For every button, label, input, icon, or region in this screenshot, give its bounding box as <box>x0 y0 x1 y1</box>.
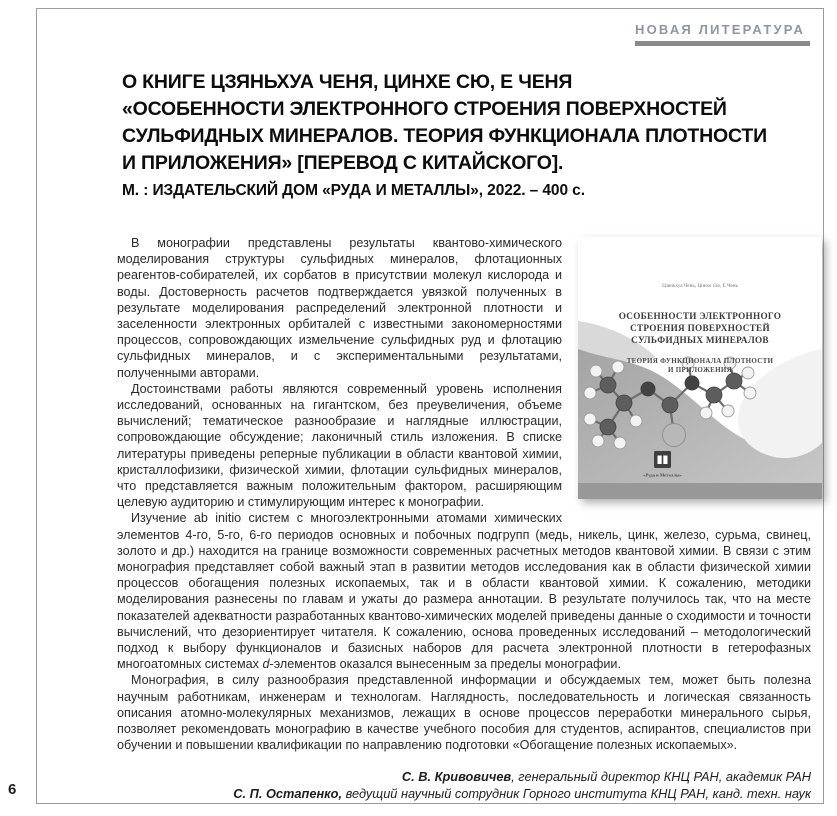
section-rubric: НОВАЯ ЛИТЕРАТУРА <box>635 22 806 37</box>
paragraph-text: В монографии представлены результаты квантово-химического моделирования структуры сульфидных минералов, флотационных реагентов-собирателей, их сорбатов в присутствии молекул кислорода и воды. Достоверность расчетов подтверждается увязкой полученных в результате моделирования распределений электронной плотности и заселенности электронных орбиталей с известными закономерностями процессов, сопровождающих измельчение сульфидных руд и флотацию сульфидных минералов, и с экспериментальными результатами, полученными авторами. <box>117 236 562 380</box>
publisher-name: «Руда и Металлы» <box>643 472 682 478</box>
italic-d-element: d <box>262 657 270 672</box>
signatures <box>117 768 811 803</box>
imprint-line: М. : ИЗДАТЕЛЬСКИЙ ДОМ «РУДА И МЕТАЛЛЫ», 2022. – 400 с. <box>122 182 585 199</box>
title-line: СУЛЬФИДНЫХ МИНЕРАЛОВ. ТЕОРИЯ ФУНКЦИОНАЛА ПЛОТНОСТИ <box>122 125 767 147</box>
signature-name: С. В. Кривовичев <box>401 768 512 784</box>
paragraph-text: Достоинствами работы являются современный уровень исполнения исследований, основанных на гигантском, без преувеличения, объеме вычислений; тематическое разнообразие и наглядные иллюстрации, сопровождающие обсуждение; лаконичный стиль изложения. В списке литературы приведены реперные публикации в области квантовой химии, кристаллофизики, физической химии, флотации сульфидных минералов, что представляется важным положительным фактором, расширяющим целевую аудиторию и стимулирующим интерес к монографии. <box>117 381 562 510</box>
book-cover-image <box>578 237 822 499</box>
article-title <box>122 69 824 204</box>
page-frame <box>36 8 824 804</box>
signature-name: С. П. Остапенко, <box>233 786 343 801</box>
paragraph-text: Монография, в силу разнообразия представленной информации и обсуждаемых тем, может быть полезна научным работникам, инженерам и технологам. Наглядность, последовательность и логическая связанность описания атомно-молекулярных механизмов, лежащих в основе процессов переработки минерального сырья, позволяет рекомендовать монографию в качестве учебного пособия для студентов, аспирантов, специалистов при обучении и повышении квалификации по направлению подготовки «Обогащение полезных ископаемых». <box>117 673 811 753</box>
signature-role: , генеральный директор КНЦ РАН, академик РАН <box>511 768 811 784</box>
paragraph <box>117 510 811 672</box>
paragraph-text: Изучение ab initio систем с многоэлектронными атомами химических элементов 4-го, 5-го, 6-го периодов основных и побочных подгрупп (медь, никель, цинк, железо, сурьма, свинец, золото и др.) находится на границе возможности современных расчетных методов квантовой химии. В связи с этим монография представляет собой важный этап в развитии методов исследования как в области физической химии процессов обогащения полезных ископаемых, так и в области квантовой химии. К сожалению, методики моделирования разнесены по главам и ужаты до размера аннотации. В результате получилось так, что на месте показателей адекватности разработанных квантово-химических моделей приведены данные о сходимости и точности вычислений, что дезориентирует читателя. К сожалению, основа проведенных исследований – методологический подход к выбору функционалов и базисных наборов для расчета электронной плотности в гетерофазных многоатомных системах <box>117 511 811 672</box>
title-line: О КНИГЕ ЦЗЯНЬХУА ЧЕНЯ, ЦИНХЕ СЮ, Е ЧЕНЯ <box>122 71 573 93</box>
signature-role: ведущий научный сотрудник Горного института КНЦ РАН, канд. техн. наук <box>342 786 811 801</box>
cover-title-line: ОСОБЕННОСТИ ЭЛЕКТРОННОГО <box>618 311 782 321</box>
article-body <box>117 235 811 803</box>
page-number: 6 <box>8 781 17 798</box>
section-rule <box>635 41 810 46</box>
publisher-subline <box>648 480 677 482</box>
cover-title-line: СТРОЕНИЯ ПОВЕРХНОСТЕЙ <box>630 323 770 333</box>
section-header <box>635 22 810 46</box>
cover-authors: Цзяньхуа Чень, Цинхе Сю, Е Чень <box>662 283 738 289</box>
cover-subtitle-line: ТЕОРИЯ ФУНКЦИОНАЛА ПЛОТНОСТИ <box>626 357 774 365</box>
title-line: «ОСОБЕННОСТИ ЭЛЕКТРОННОГО СТРОЕНИЯ ПОВЕРХНОСТЕЙ <box>122 98 727 120</box>
cover-title-line: СУЛЬФИДНЫХ МИНЕРАЛОВ <box>631 335 769 345</box>
cover-subtitle-line: И ПРИЛОЖЕНИЯ <box>668 366 732 374</box>
title-line: И ПРИЛОЖЕНИЯ» [ПЕРЕВОД С КИТАЙСКОГО]. <box>122 152 564 174</box>
signature-line <box>117 768 811 786</box>
paragraph <box>117 672 811 753</box>
paragraph-text: -элементов оказался вынесенным за пределы монографии. <box>269 657 621 672</box>
signature-line <box>117 785 811 803</box>
cover-bottom-band <box>578 483 822 499</box>
